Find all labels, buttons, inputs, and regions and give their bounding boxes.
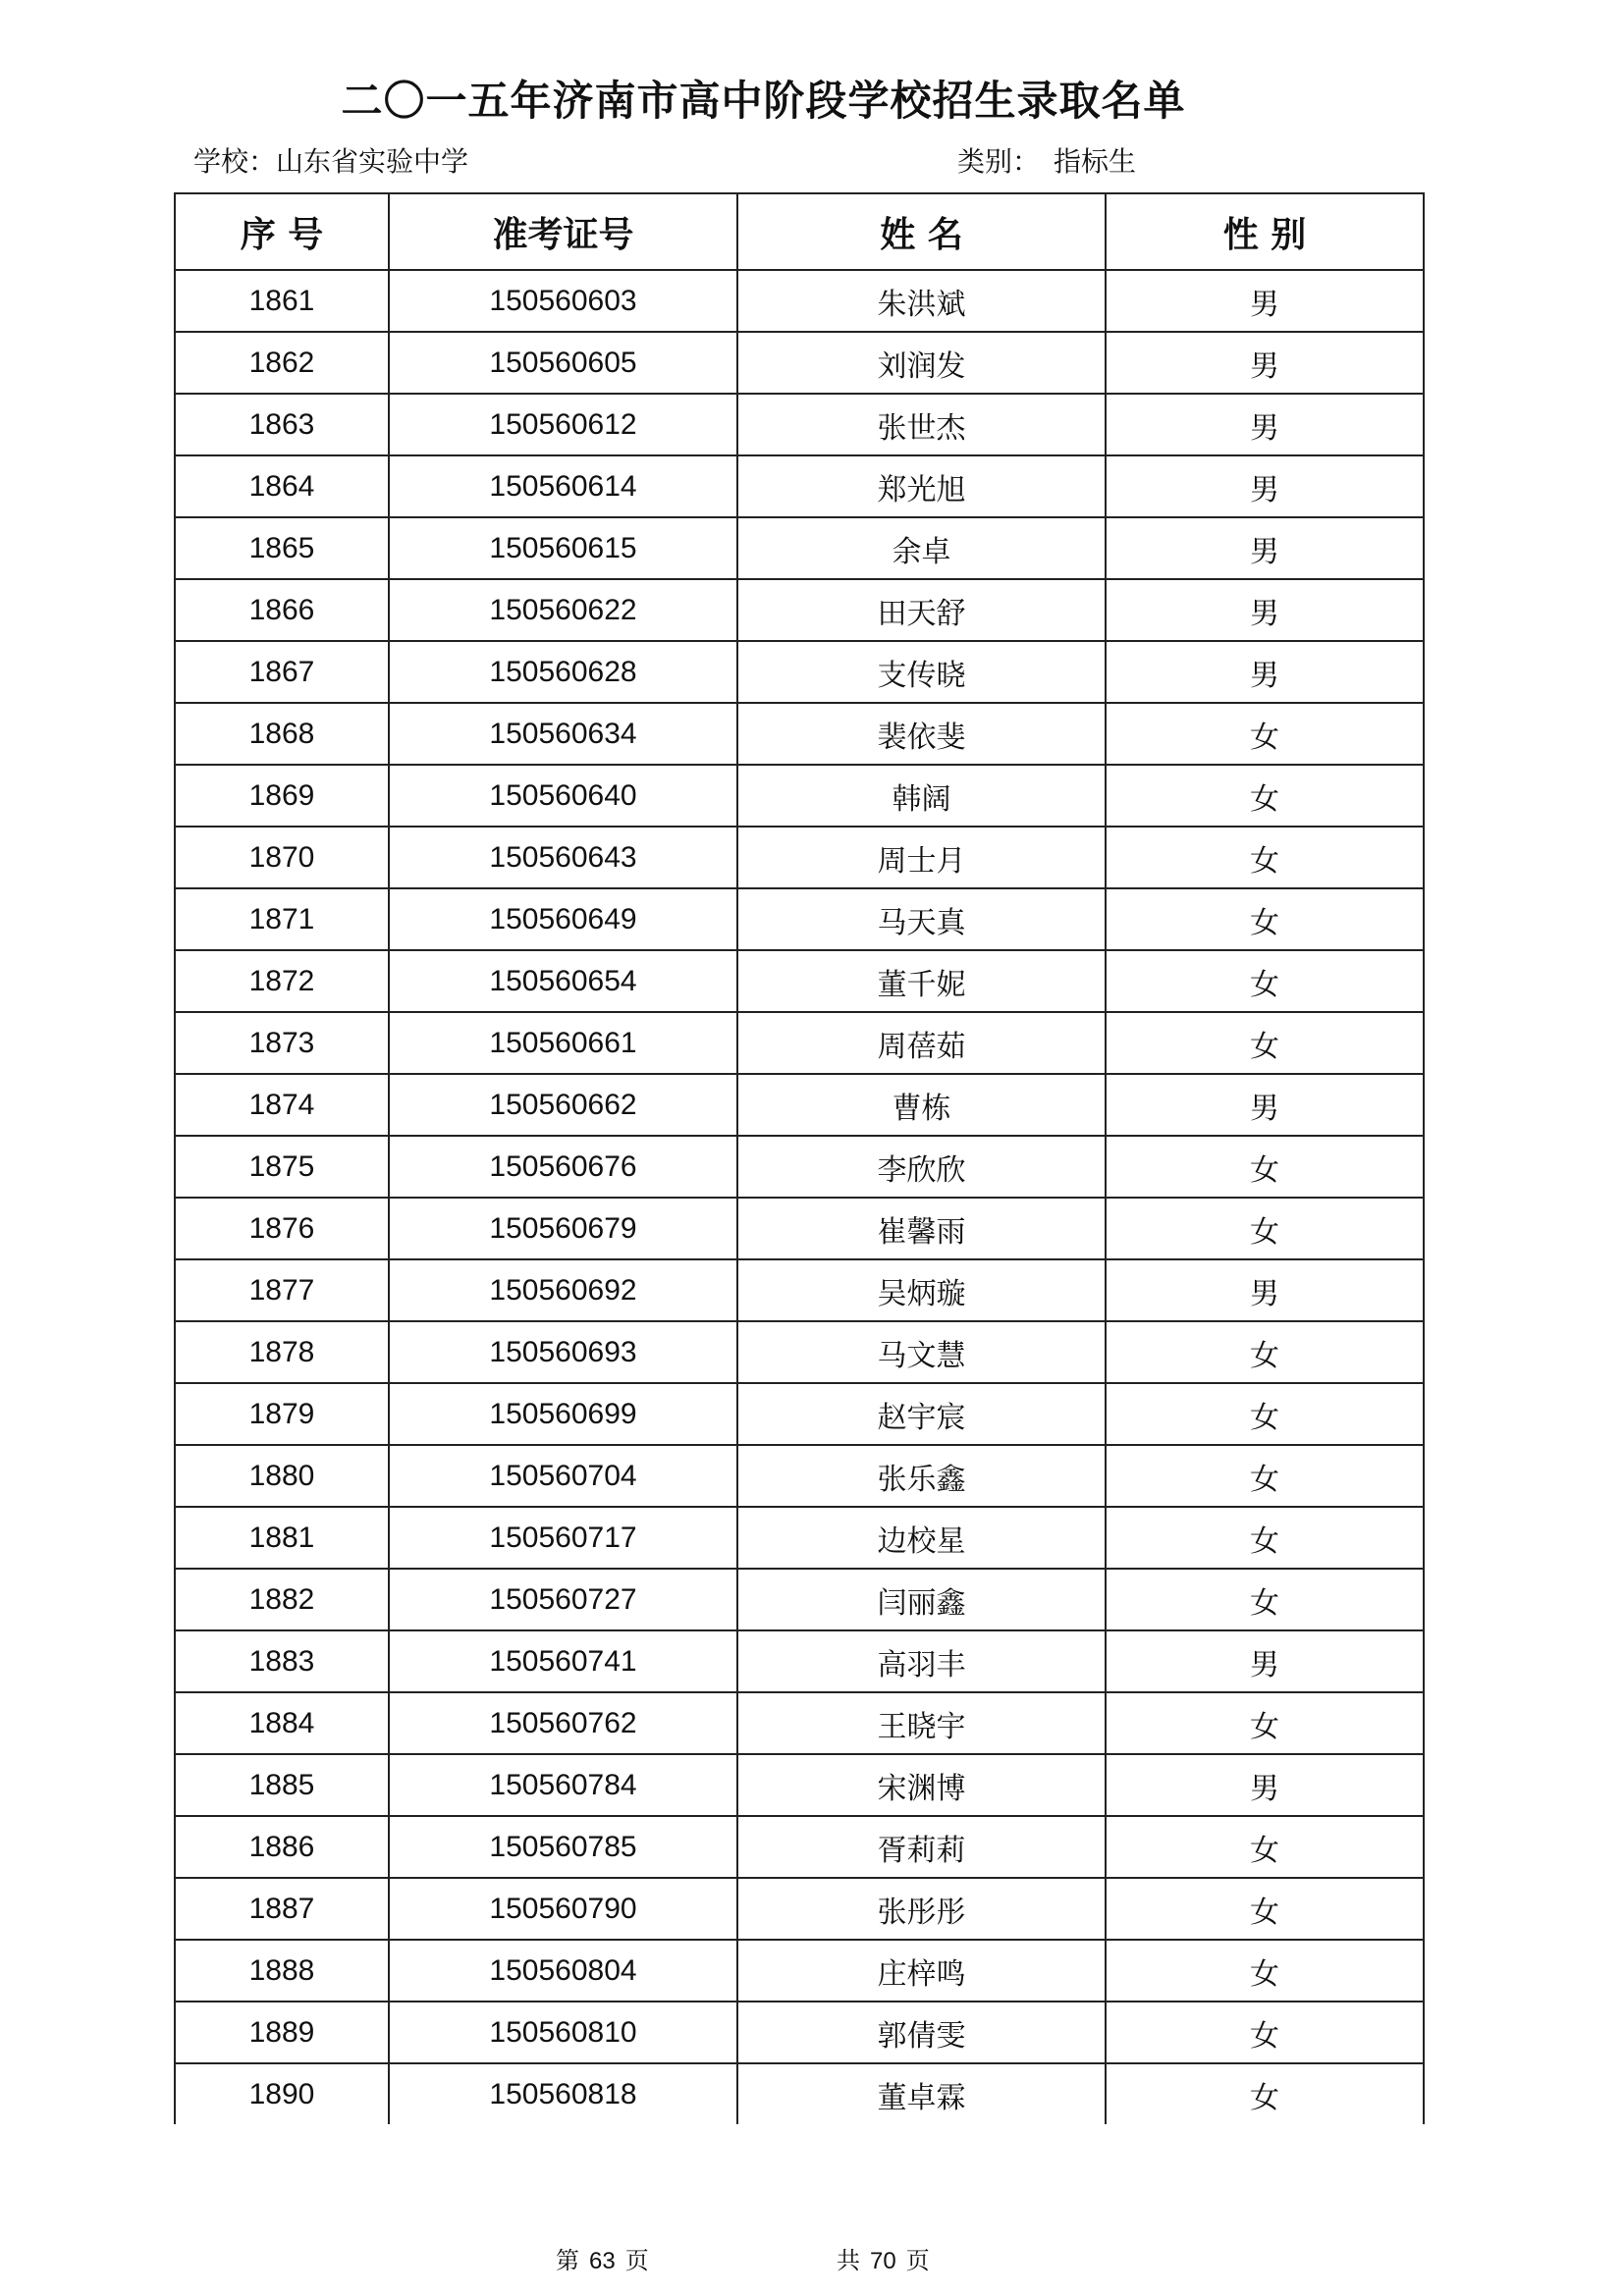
cell-name: 马天真	[737, 888, 1106, 950]
cell-gender: 女	[1106, 2063, 1424, 2124]
table-row	[175, 950, 1424, 1012]
table-row	[175, 1259, 1424, 1321]
cell-gender: 男	[1106, 394, 1424, 455]
cell-name: 韩阔	[737, 765, 1106, 827]
cell-gender: 男	[1106, 455, 1424, 517]
category-value: 指标生	[1054, 145, 1137, 178]
cell-serial: 1862	[175, 332, 389, 394]
cell-name: 朱洪斌	[737, 270, 1106, 332]
cell-exam-id: 150560727	[389, 1569, 737, 1630]
school-name: 山东省实验中学	[276, 145, 469, 178]
table-row	[175, 1507, 1424, 1569]
cell-name: 曹栋	[737, 1074, 1106, 1136]
cell-exam-id: 150560612	[389, 394, 737, 455]
cell-exam-id: 150560628	[389, 641, 737, 703]
table-row	[175, 270, 1424, 332]
cell-serial: 1877	[175, 1259, 389, 1321]
cell-name: 边校星	[737, 1507, 1106, 1569]
table-row	[175, 1692, 1424, 1754]
cell-name: 高羽丰	[737, 1630, 1106, 1692]
cell-name: 吴炳璇	[737, 1259, 1106, 1321]
cell-name: 宋渊博	[737, 1754, 1106, 1816]
table-row	[175, 1136, 1424, 1198]
admission-table	[174, 192, 1425, 2124]
cell-name: 田天舒	[737, 579, 1106, 641]
cell-serial: 1889	[175, 2002, 389, 2063]
cell-serial: 1888	[175, 1940, 389, 2002]
cell-gender: 男	[1106, 579, 1424, 641]
page-number: 63	[589, 2248, 616, 2274]
cell-name: 李欣欣	[737, 1136, 1106, 1198]
cell-exam-id: 150560643	[389, 827, 737, 888]
cell-gender: 女	[1106, 1445, 1424, 1507]
cell-serial: 1876	[175, 1198, 389, 1259]
cell-name: 王晓宇	[737, 1692, 1106, 1754]
document-title: 二〇一五年济南市高中阶段学校招生录取名单	[341, 77, 1186, 125]
table-row	[175, 1445, 1424, 1507]
cell-name: 周蓓茹	[737, 1012, 1106, 1074]
cell-serial: 1884	[175, 1692, 389, 1754]
category-info	[957, 140, 1136, 180]
cell-serial: 1861	[175, 270, 389, 332]
cell-gender: 女	[1106, 1569, 1424, 1630]
cell-serial: 1872	[175, 950, 389, 1012]
cell-name: 支传晓	[737, 641, 1106, 703]
table-row	[175, 765, 1424, 827]
table-row	[175, 1321, 1424, 1383]
cell-gender: 女	[1106, 1012, 1424, 1074]
header-name: 姓 名	[737, 193, 1106, 270]
cell-name: 刘润发	[737, 332, 1106, 394]
table-row	[175, 517, 1424, 579]
cell-exam-id: 150560654	[389, 950, 737, 1012]
cell-gender: 男	[1106, 641, 1424, 703]
table-row	[175, 827, 1424, 888]
cell-gender: 男	[1106, 1074, 1424, 1136]
cell-name: 郑光旭	[737, 455, 1106, 517]
cell-exam-id: 150560810	[389, 2002, 737, 2063]
table-row	[175, 1383, 1424, 1445]
header-exam-id: 准考证号	[389, 193, 737, 270]
cell-serial: 1875	[175, 1136, 389, 1198]
cell-name: 周士月	[737, 827, 1106, 888]
page-prefix: 第	[556, 2247, 579, 2274]
cell-serial: 1874	[175, 1074, 389, 1136]
cell-gender: 男	[1106, 332, 1424, 394]
table-row	[175, 1012, 1424, 1074]
cell-exam-id: 150560605	[389, 332, 737, 394]
cell-serial: 1870	[175, 827, 389, 888]
cell-gender: 女	[1106, 1321, 1424, 1383]
table-row	[175, 394, 1424, 455]
page-indicator	[556, 2241, 649, 2275]
cell-gender: 女	[1106, 703, 1424, 765]
cell-serial: 1879	[175, 1383, 389, 1445]
cell-gender: 女	[1106, 1878, 1424, 1940]
total-suffix: 页	[905, 2247, 930, 2274]
table-header-row	[175, 193, 1424, 270]
cell-exam-id: 150560784	[389, 1754, 737, 1816]
cell-serial: 1866	[175, 579, 389, 641]
cell-serial: 1885	[175, 1754, 389, 1816]
cell-gender: 男	[1106, 270, 1424, 332]
page-suffix: 页	[624, 2247, 649, 2274]
cell-serial: 1871	[175, 888, 389, 950]
cell-name: 郭倩雯	[737, 2002, 1106, 2063]
table-row	[175, 1630, 1424, 1692]
cell-exam-id: 150560762	[389, 1692, 737, 1754]
cell-gender: 男	[1106, 1259, 1424, 1321]
cell-serial: 1878	[175, 1321, 389, 1383]
cell-name: 崔馨雨	[737, 1198, 1106, 1259]
cell-gender: 女	[1106, 1198, 1424, 1259]
cell-exam-id: 150560692	[389, 1259, 737, 1321]
cell-gender: 男	[1106, 1630, 1424, 1692]
category-label: 类别：	[957, 145, 1041, 178]
table-row	[175, 641, 1424, 703]
table-body	[175, 270, 1424, 2124]
header-serial: 序 号	[175, 193, 389, 270]
cell-name: 庄梓鸣	[737, 1940, 1106, 2002]
cell-name: 裴依斐	[737, 703, 1106, 765]
cell-exam-id: 150560704	[389, 1445, 737, 1507]
table-row	[175, 1198, 1424, 1259]
total-pages-indicator	[837, 2241, 930, 2275]
cell-gender: 女	[1106, 2002, 1424, 2063]
cell-serial: 1880	[175, 1445, 389, 1507]
cell-serial: 1863	[175, 394, 389, 455]
cell-serial: 1883	[175, 1630, 389, 1692]
total-pages: 70	[870, 2248, 896, 2274]
table-row	[175, 2063, 1424, 2124]
cell-name: 董卓霖	[737, 2063, 1106, 2124]
cell-exam-id: 150560790	[389, 1878, 737, 1940]
cell-serial: 1869	[175, 765, 389, 827]
cell-gender: 女	[1106, 1692, 1424, 1754]
school-info	[193, 140, 468, 180]
cell-exam-id: 150560640	[389, 765, 737, 827]
table-row	[175, 1074, 1424, 1136]
cell-exam-id: 150560614	[389, 455, 737, 517]
cell-gender: 女	[1106, 1940, 1424, 2002]
cell-exam-id: 150560741	[389, 1630, 737, 1692]
cell-gender: 男	[1106, 1754, 1424, 1816]
cell-exam-id: 150560622	[389, 579, 737, 641]
cell-gender: 女	[1106, 1383, 1424, 1445]
cell-gender: 女	[1106, 888, 1424, 950]
cell-gender: 女	[1106, 950, 1424, 1012]
cell-name: 赵宇宸	[737, 1383, 1106, 1445]
cell-gender: 女	[1106, 1816, 1424, 1878]
total-prefix: 共	[837, 2247, 860, 2274]
school-label: 学校：	[193, 145, 277, 178]
table-row	[175, 888, 1424, 950]
cell-serial: 1873	[175, 1012, 389, 1074]
cell-serial: 1890	[175, 2063, 389, 2124]
table-row	[175, 1816, 1424, 1878]
table-row	[175, 1569, 1424, 1630]
cell-exam-id: 150560676	[389, 1136, 737, 1198]
cell-exam-id: 150560649	[389, 888, 737, 950]
cell-name: 张乐鑫	[737, 1445, 1106, 1507]
table-row	[175, 1754, 1424, 1816]
cell-name: 董千妮	[737, 950, 1106, 1012]
cell-serial: 1882	[175, 1569, 389, 1630]
cell-serial: 1881	[175, 1507, 389, 1569]
cell-serial: 1886	[175, 1816, 389, 1878]
cell-serial: 1864	[175, 455, 389, 517]
table-row	[175, 332, 1424, 394]
cell-gender: 女	[1106, 1136, 1424, 1198]
cell-name: 张彤彤	[737, 1878, 1106, 1940]
cell-gender: 女	[1106, 1507, 1424, 1569]
cell-name: 张世杰	[737, 394, 1106, 455]
cell-exam-id: 150560634	[389, 703, 737, 765]
table-row	[175, 1878, 1424, 1940]
cell-exam-id: 150560615	[389, 517, 737, 579]
table-row	[175, 703, 1424, 765]
cell-exam-id: 150560818	[389, 2063, 737, 2124]
cell-exam-id: 150560804	[389, 1940, 737, 2002]
cell-gender: 女	[1106, 827, 1424, 888]
cell-exam-id: 150560661	[389, 1012, 737, 1074]
cell-exam-id: 150560679	[389, 1198, 737, 1259]
table-row	[175, 2002, 1424, 2063]
table-row	[175, 579, 1424, 641]
header-gender: 性 别	[1106, 193, 1424, 270]
cell-name: 胥莉莉	[737, 1816, 1106, 1878]
cell-name: 马文慧	[737, 1321, 1106, 1383]
cell-exam-id: 150560717	[389, 1507, 737, 1569]
cell-serial: 1887	[175, 1878, 389, 1940]
table-row	[175, 1940, 1424, 2002]
cell-exam-id: 150560785	[389, 1816, 737, 1878]
cell-exam-id: 150560603	[389, 270, 737, 332]
cell-exam-id: 150560699	[389, 1383, 737, 1445]
table-row	[175, 455, 1424, 517]
cell-exam-id: 150560662	[389, 1074, 737, 1136]
cell-gender: 男	[1106, 517, 1424, 579]
cell-name: 余卓	[737, 517, 1106, 579]
cell-serial: 1867	[175, 641, 389, 703]
cell-exam-id: 150560693	[389, 1321, 737, 1383]
cell-name: 闫丽鑫	[737, 1569, 1106, 1630]
cell-gender: 女	[1106, 765, 1424, 827]
cell-serial: 1865	[175, 517, 389, 579]
cell-serial: 1868	[175, 703, 389, 765]
